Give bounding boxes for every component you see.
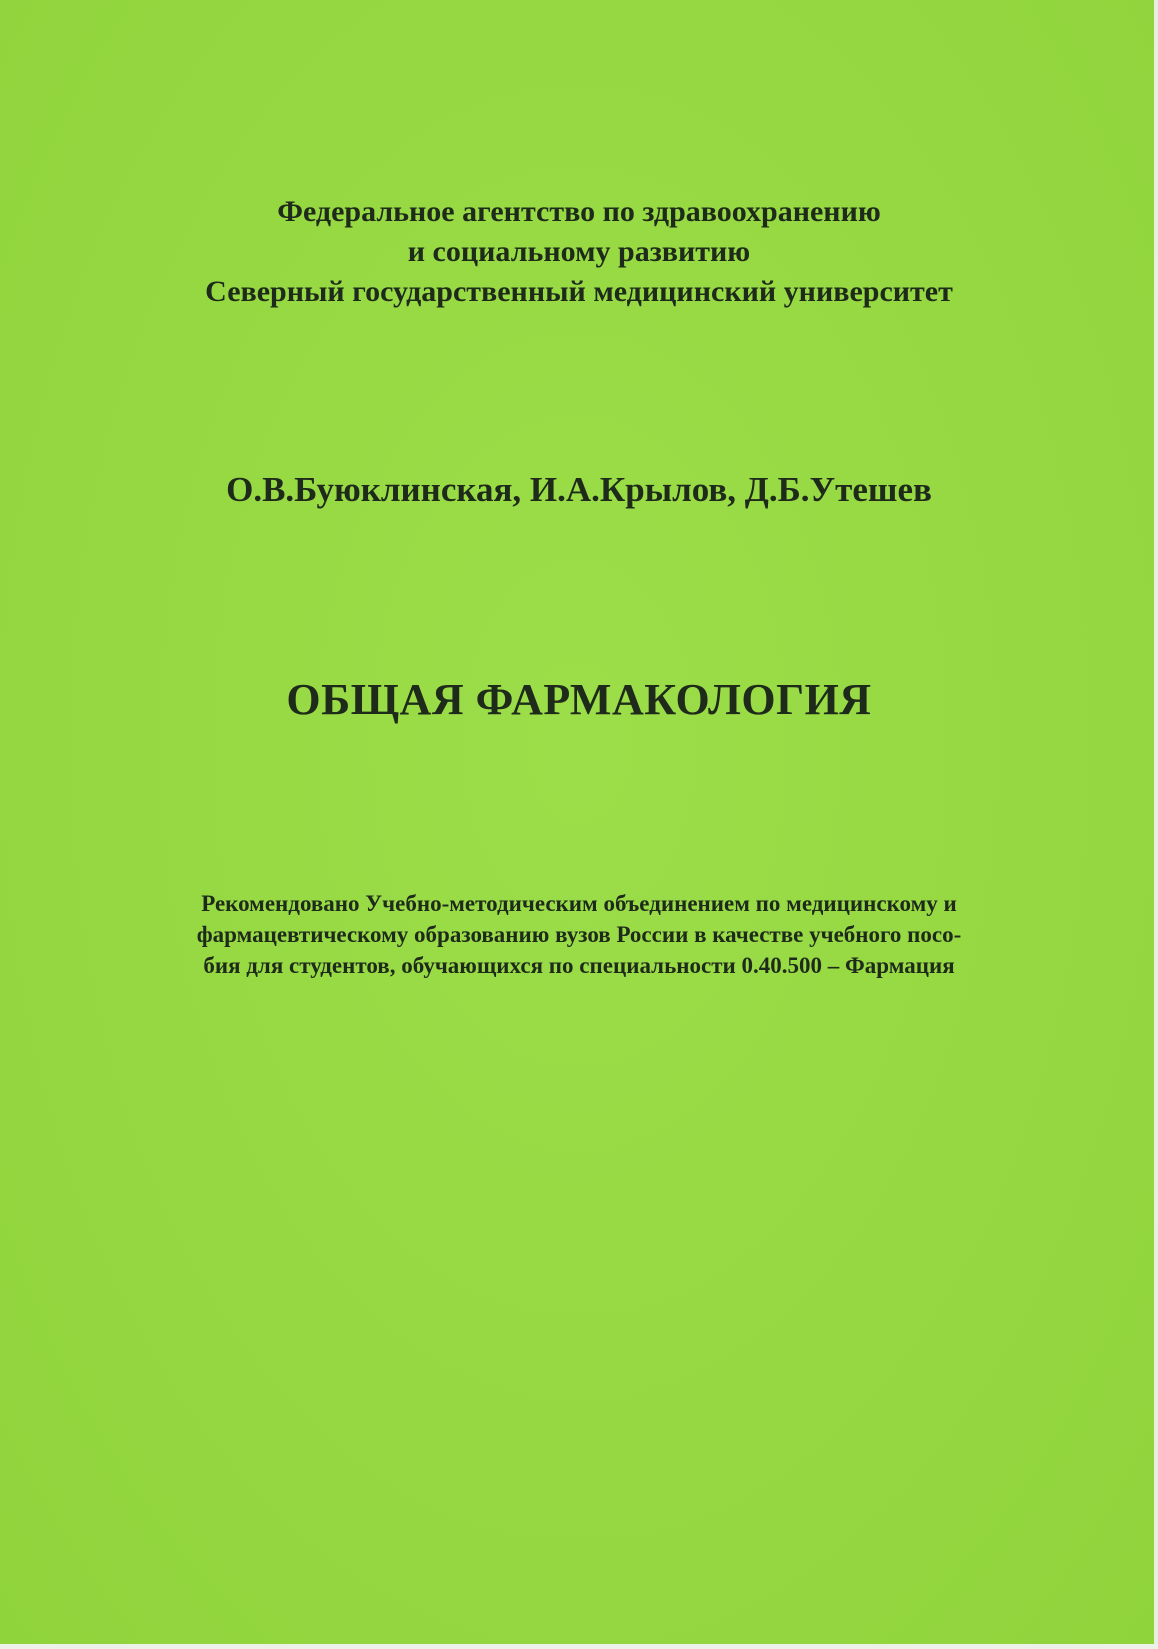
publisher-agency-block bbox=[0, 192, 1158, 312]
recommendation-line-1: Рекомендовано Учебно-методическим объединением по медицинскому и bbox=[201, 891, 957, 916]
paper-edge-right bbox=[1154, 0, 1158, 1649]
paper-edge-bottom bbox=[0, 1644, 1158, 1649]
recommendation-line-2: фармацевтическому образованию вузов России в качестве учебного посо- bbox=[196, 922, 962, 947]
agency-line-1: Федеральное агентство по здравоохранению bbox=[277, 195, 881, 228]
recommendation-line-3: бия для студентов, обучающихся по специальности 0.40.500 – Фармация bbox=[203, 953, 955, 978]
university-name: Северный государственный медицинский университет bbox=[205, 275, 953, 308]
agency-line-2: и социальному развитию bbox=[407, 235, 751, 268]
book-title: ОБЩАЯ ФАРМАКОЛОГИЯ bbox=[286, 675, 872, 724]
recommendation-text bbox=[130, 888, 1028, 981]
authors: О.В.Буюклинская, И.А.Крылов, Д.Б.Утешев bbox=[226, 470, 932, 509]
